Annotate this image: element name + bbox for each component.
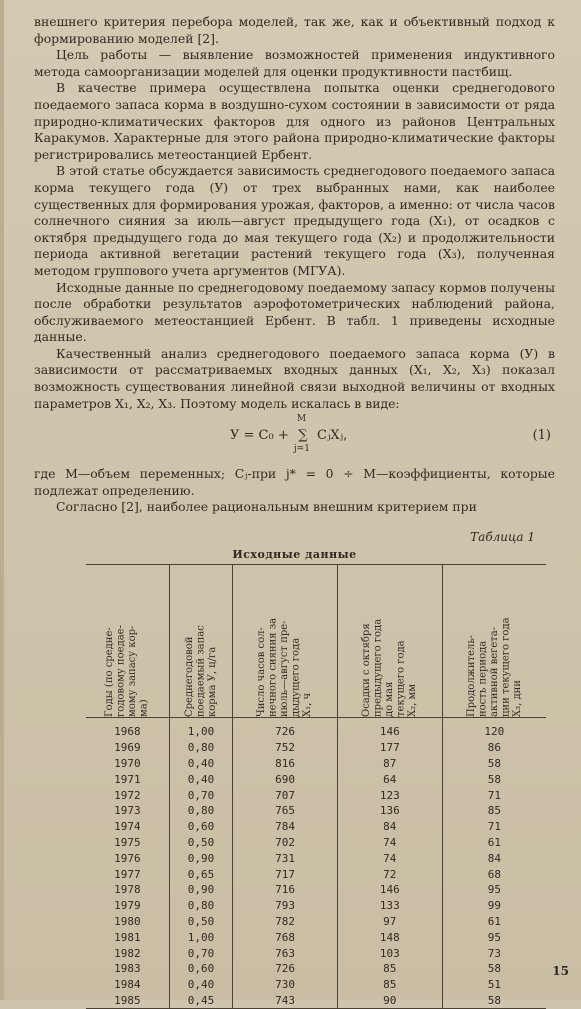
header-precipitation xyxy=(337,565,442,718)
table-cell: 0,65 xyxy=(169,866,233,882)
table-cell: 177 xyxy=(337,740,442,756)
table-cell: 58 xyxy=(442,993,546,1009)
summation-symbol xyxy=(293,414,313,455)
table-cell: 97 xyxy=(337,914,442,930)
table-cell: 146 xyxy=(337,718,442,740)
table-cell: 1977 xyxy=(86,866,169,882)
table-cell: 90 xyxy=(337,993,442,1009)
header-years-label: Годы (по средне- годовому поедае- мому запасу кор- ма) xyxy=(104,625,150,718)
table-title: Исходные данные xyxy=(232,548,357,562)
table-cell: 136 xyxy=(337,803,442,819)
table-cell: 782 xyxy=(233,914,338,930)
table-cell: 1969 xyxy=(86,740,169,756)
table-cell: 1983 xyxy=(86,961,169,977)
table-cell: 0,50 xyxy=(169,914,233,930)
table-cell: 816 xyxy=(233,756,338,772)
table-cell: 85 xyxy=(337,961,442,977)
sum-sigma: ∑ xyxy=(298,428,308,444)
table-cell: 0,60 xyxy=(169,819,233,835)
table-header-row xyxy=(86,565,546,718)
formula-1 xyxy=(34,416,555,464)
header-sunshine-hours-label: Число часов сол- нечного сияния за июль—август пре- дыдущего года X₁, ч xyxy=(256,617,314,718)
table-row xyxy=(86,787,546,803)
table-cell: 731 xyxy=(233,850,338,866)
table-cell: 784 xyxy=(233,819,338,835)
table-cell: 87 xyxy=(337,756,442,772)
table-cell: 726 xyxy=(233,961,338,977)
header-vegetation-period-label: Продолжитель- ность периода активной вегета- ции текущего года X₃, дни xyxy=(465,617,523,718)
table-row xyxy=(86,882,546,898)
table-cell: 84 xyxy=(487,851,501,865)
paragraph-analysis: Качественный анализ среднегодового поедаемого запаса корма (У) в зависимости от рассматриваемых входных данных (X₁, X₂, X₃) показал возможность существования линейной связи выходной величины от входных параметров X₁, X₂, X₃. Поэтому модель искалась в виде: xyxy=(34,345,555,411)
page-number: 15 xyxy=(552,964,569,978)
table-cell: 717 xyxy=(233,866,338,882)
table-cell: 1972 xyxy=(86,787,169,803)
table-cell: 1971 xyxy=(86,771,169,787)
table-row xyxy=(86,866,546,882)
table-cell: 146 xyxy=(337,882,442,898)
table-cell: 1985 xyxy=(86,993,169,1009)
table-cell: 702 xyxy=(233,835,338,851)
paragraph-continuation: внешнего критерия перебора моделей, так же, как и объективный подход к формированию моделей [2]. xyxy=(34,14,555,46)
table-cell: 61 xyxy=(487,914,501,928)
paragraph-example: В качестве примера осуществлена попытка оценки среднегодового поедаемого запаса корма в воздушно-сухом состоянии в зависимости от ряда природно-климатических факторов для одного из районов Центральных Каракумов. Характерные для этого района природно-климатические факторы регистрировались метеостанцией Ербент. xyxy=(34,80,555,162)
sum-lower-limit: j=1 xyxy=(293,444,310,455)
table-cell: 71 xyxy=(487,820,501,834)
table-cell: 1978 xyxy=(86,882,169,898)
table-row xyxy=(86,771,546,787)
formula-lhs: У = C₀ + xyxy=(230,428,289,444)
table-cell: 726 xyxy=(233,718,338,740)
table-cell: 1975 xyxy=(86,835,169,851)
table-cell: 58 xyxy=(487,757,501,771)
table-cell: 1981 xyxy=(86,929,169,945)
table-row xyxy=(86,945,546,961)
paragraph-dependency: В этой статье обсуждается зависимость среднегодового поедаемого запаса корма текущего года (У) от трех выбранных нами, как наиболее существенных для формирования урожая, факторов, а именно: от числа часов солнечного сияния за июль—август предыдущего года (X₁), от осадков с октября предыдущего года до мая текущего года (X₂) и продолжительности периода активной вегетации растений текущего года (X₃), полученная методом группового учета аргументов (МГУА). xyxy=(34,163,555,278)
header-years xyxy=(86,565,169,718)
table-cell: 64 xyxy=(337,771,442,787)
table-cell: 768 xyxy=(233,929,338,945)
table-cell: 103 xyxy=(337,945,442,961)
table-cell: 74 xyxy=(337,850,442,866)
table-cell: 1976 xyxy=(86,850,169,866)
table-cell: 0,40 xyxy=(169,977,233,993)
table-row xyxy=(86,803,546,819)
table-cell: 0,40 xyxy=(169,756,233,772)
table-cell: 58 xyxy=(487,772,501,786)
page-gutter-shadow xyxy=(0,0,4,1000)
table-row xyxy=(86,740,546,756)
header-sunshine-hours xyxy=(233,565,338,718)
table-cell: 765 xyxy=(233,803,338,819)
equation-number: (1) xyxy=(532,428,551,444)
table-caption: Таблица 1 xyxy=(470,530,535,545)
table-cell: 0,45 xyxy=(169,993,233,1009)
table-cell: 0,50 xyxy=(169,835,233,851)
table-cell: 0,70 xyxy=(169,787,233,803)
paragraph-formula-explanation: где M—объем переменных; Cⱼ-при j* = 0 ÷ M—коэффициенты, которые подлежат определению. xyxy=(34,466,555,498)
table-cell: 0,90 xyxy=(169,850,233,866)
table-cell: 1974 xyxy=(86,819,169,835)
table-cell: 123 xyxy=(337,787,442,803)
sum-upper-limit: M xyxy=(296,414,307,425)
header-vegetation-period xyxy=(442,565,546,718)
table-row xyxy=(86,977,546,993)
table-row xyxy=(86,961,546,977)
table-cell: 133 xyxy=(337,898,442,914)
table-cell: 0,70 xyxy=(169,945,233,961)
table-cell: 0,60 xyxy=(169,961,233,977)
table-cell: 95 xyxy=(487,930,501,944)
table-cell: 68 xyxy=(487,867,501,881)
table-cell: 0,40 xyxy=(169,771,233,787)
header-feed-stock-label: Среднегодовой поедаемый запас корма У, ц/га xyxy=(183,625,218,718)
table-cell: 752 xyxy=(233,740,338,756)
table-row xyxy=(86,850,546,866)
table-row xyxy=(86,756,546,772)
table-cell: 1,00 xyxy=(169,718,233,740)
table-cell: 71 xyxy=(487,788,501,802)
formula-rhs: CⱼXⱼ, xyxy=(317,428,348,444)
formula-expression xyxy=(230,414,348,455)
table-cell: 84 xyxy=(337,819,442,835)
table-cell: 51 xyxy=(487,978,501,992)
table-cell: 1979 xyxy=(86,898,169,914)
table-cell: 730 xyxy=(233,977,338,993)
table-cell: 1,00 xyxy=(169,929,233,945)
table-cell: 99 xyxy=(487,899,501,913)
paragraph-goal: Цель работы — выявление возможностей применения индуктивного метода самоорганизации моделей для оценки продуктивности пастбищ. xyxy=(34,47,555,79)
paragraph-criterion: Согласно [2], наиболее рациональным внешним критерием при xyxy=(56,499,477,515)
table-cell: 73 xyxy=(487,946,501,960)
table-cell: 148 xyxy=(337,929,442,945)
table-cell: 1973 xyxy=(86,803,169,819)
table-cell: 0,80 xyxy=(169,898,233,914)
table-cell: 707 xyxy=(233,787,338,803)
table-cell: 61 xyxy=(487,836,501,849)
table-cell: 763 xyxy=(233,945,338,961)
table-cell: 1984 xyxy=(86,977,169,993)
table-cell: 85 xyxy=(337,977,442,993)
table-cell: 85 xyxy=(487,804,501,818)
table-cell: 58 xyxy=(487,962,501,976)
table-row xyxy=(86,835,546,851)
header-precipitation-label: Осадки с октября предыдущего года до мая текущего года X₂, мм xyxy=(361,618,419,718)
table-cell: 1982 xyxy=(86,945,169,961)
table-row xyxy=(86,914,546,930)
table-row xyxy=(86,718,546,740)
table-cell: 0,80 xyxy=(169,803,233,819)
table-cell: 1970 xyxy=(86,756,169,772)
table-row xyxy=(86,993,546,1009)
table-cell: 0,80 xyxy=(169,740,233,756)
table-cell: 74 xyxy=(337,835,442,851)
table-cell: 716 xyxy=(233,882,338,898)
table-cell: 86 xyxy=(487,741,501,755)
table-cell: 120 xyxy=(484,725,505,739)
table-row xyxy=(86,898,546,914)
table-cell: 1980 xyxy=(86,914,169,930)
table-cell: 95 xyxy=(487,883,501,897)
table-row xyxy=(86,929,546,945)
source-data-table xyxy=(86,564,546,1009)
table-cell: 0,90 xyxy=(169,882,233,898)
table-body xyxy=(86,718,546,1009)
table-cell: 690 xyxy=(233,771,338,787)
paragraph-source-data: Исходные данные по среднегодовому поедаемому запасу кормов получены после обработки результатов аэрофотометрических наблюдений района, обслуживаемого метеостанцией Ербент. В табл. 1 приведены исходные данные. xyxy=(34,279,555,345)
table-row xyxy=(86,819,546,835)
table-cell: 72 xyxy=(337,866,442,882)
table-cell: 793 xyxy=(233,898,338,914)
header-feed-stock xyxy=(169,565,233,718)
table-cell: 743 xyxy=(233,993,338,1009)
table-cell: 1968 xyxy=(86,718,169,740)
